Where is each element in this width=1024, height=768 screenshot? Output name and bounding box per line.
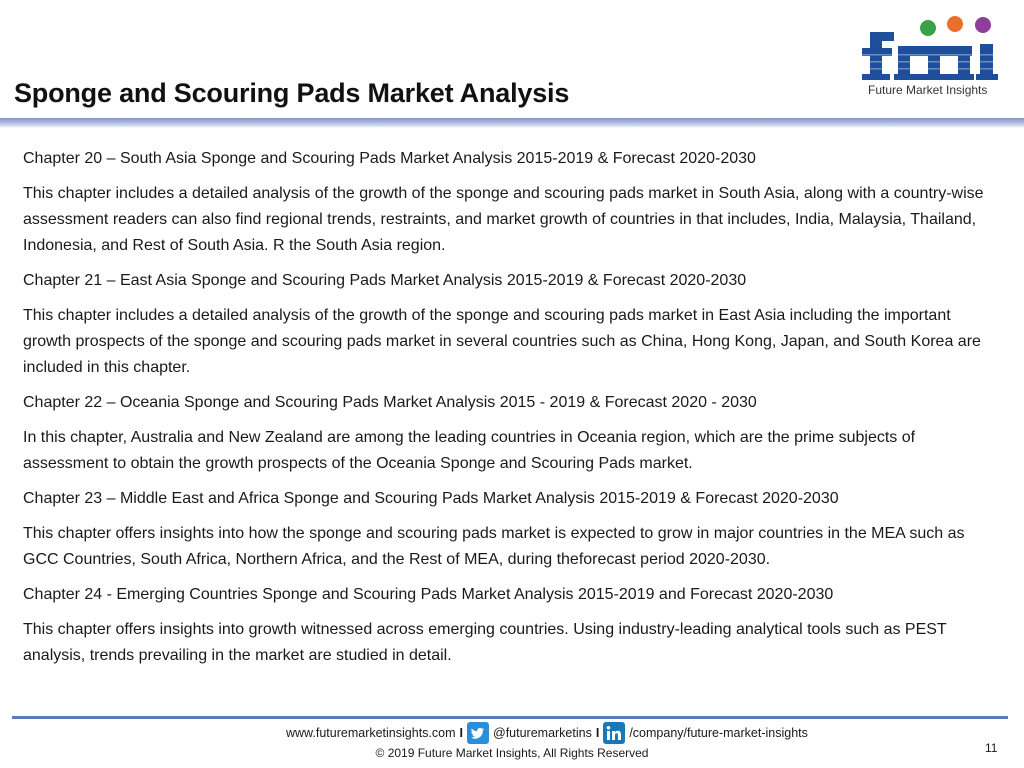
chapter-22-description: In this chapter, Australia and New Zealand are among the leading countries in Oceania region, which are the prime subjects of assessment to obtain the growth prospects of the Oceania Sponge and Scouring Pads market. <box>23 429 916 472</box>
copyright-notice: © 2019 Future Market Insights, All Rights Reserved <box>375 746 649 760</box>
logo-icon-orange <box>947 16 963 32</box>
chapter-22-heading: Chapter 22 – Oceania Sponge and Scouring Pads Market Analysis 2015 - 2019 & Forecast 2020 - 2030 <box>23 394 757 411</box>
content-body <box>23 146 1001 678</box>
chapter-24-heading: Chapter 24 - Emerging Countries Sponge and Scouring Pads Market Analysis 2015-2019 and Forecast 2020-2030 <box>23 586 834 603</box>
chapter-20-description: This chapter includes a detailed analysis of the growth of the sponge and scouring pads market in South Asia, along with a country-wise assessment readers can also find regional trends, restraints, and market growth of countries in that includes, India, Malaysia, Thailand, Indonesia, and Rest of South Asia. R the South Asia region. <box>23 185 984 254</box>
page-title: Sponge and Scouring Pads Market Analysis <box>14 78 570 108</box>
logo-icon-purple <box>975 17 991 33</box>
linkedin-path[interactable]: /company/future-market-insights <box>629 726 808 740</box>
chapter-21-heading: Chapter 21 – East Asia Sponge and Scouring Pads Market Analysis 2015-2019 & Forecast 2020-2030 <box>23 272 747 289</box>
logo-tagline: Future Market Insights <box>868 83 988 97</box>
footer-divider <box>12 716 1008 719</box>
twitter-handle[interactable]: @futuremarketins <box>493 726 592 740</box>
linkedin-icon[interactable] <box>603 722 625 744</box>
chapter-23-heading: Chapter 23 – Middle East and Africa Sponge and Scouring Pads Market Analysis 2015-2019 & Forecast 2020-2030 <box>23 490 839 507</box>
chapter-24-description: This chapter offers insights into growth witnessed across emerging countries. Using industry-leading analytical tools such as PEST analysis, trends prevailing in the market are studied in detail. <box>23 621 947 664</box>
logo-icon-green <box>920 20 936 36</box>
header-divider <box>0 118 1024 128</box>
footer-links <box>286 722 808 744</box>
twitter-icon[interactable] <box>467 722 489 744</box>
footer-separator: I <box>459 726 463 740</box>
page-number: 11 <box>985 741 998 755</box>
chapter-21-description: This chapter includes a detailed analysis of the growth of the sponge and scouring pads market in East Asia including the important growth prospects of the sponge and scouring pads market in several countries such as China, Hong Kong, Japan, and South Korea are included in this chapter. <box>23 307 981 376</box>
website-link[interactable]: www.futuremarketinsights.com <box>286 726 456 740</box>
footer-separator-2: I <box>595 726 600 740</box>
chapter-20-heading: Chapter 20 – South Asia Sponge and Scouring Pads Market Analysis 2015-2019 & Forecast 2020-2030 <box>23 150 756 167</box>
logo-letters <box>862 32 998 80</box>
chapter-23-description: This chapter offers insights into how the sponge and scouring pads market is expected to grow in major countries in the MEA such as GCC Countries, South Africa, Northern Africa, and the Rest of MEA, during theforecast period 2020-2030. <box>23 525 965 568</box>
